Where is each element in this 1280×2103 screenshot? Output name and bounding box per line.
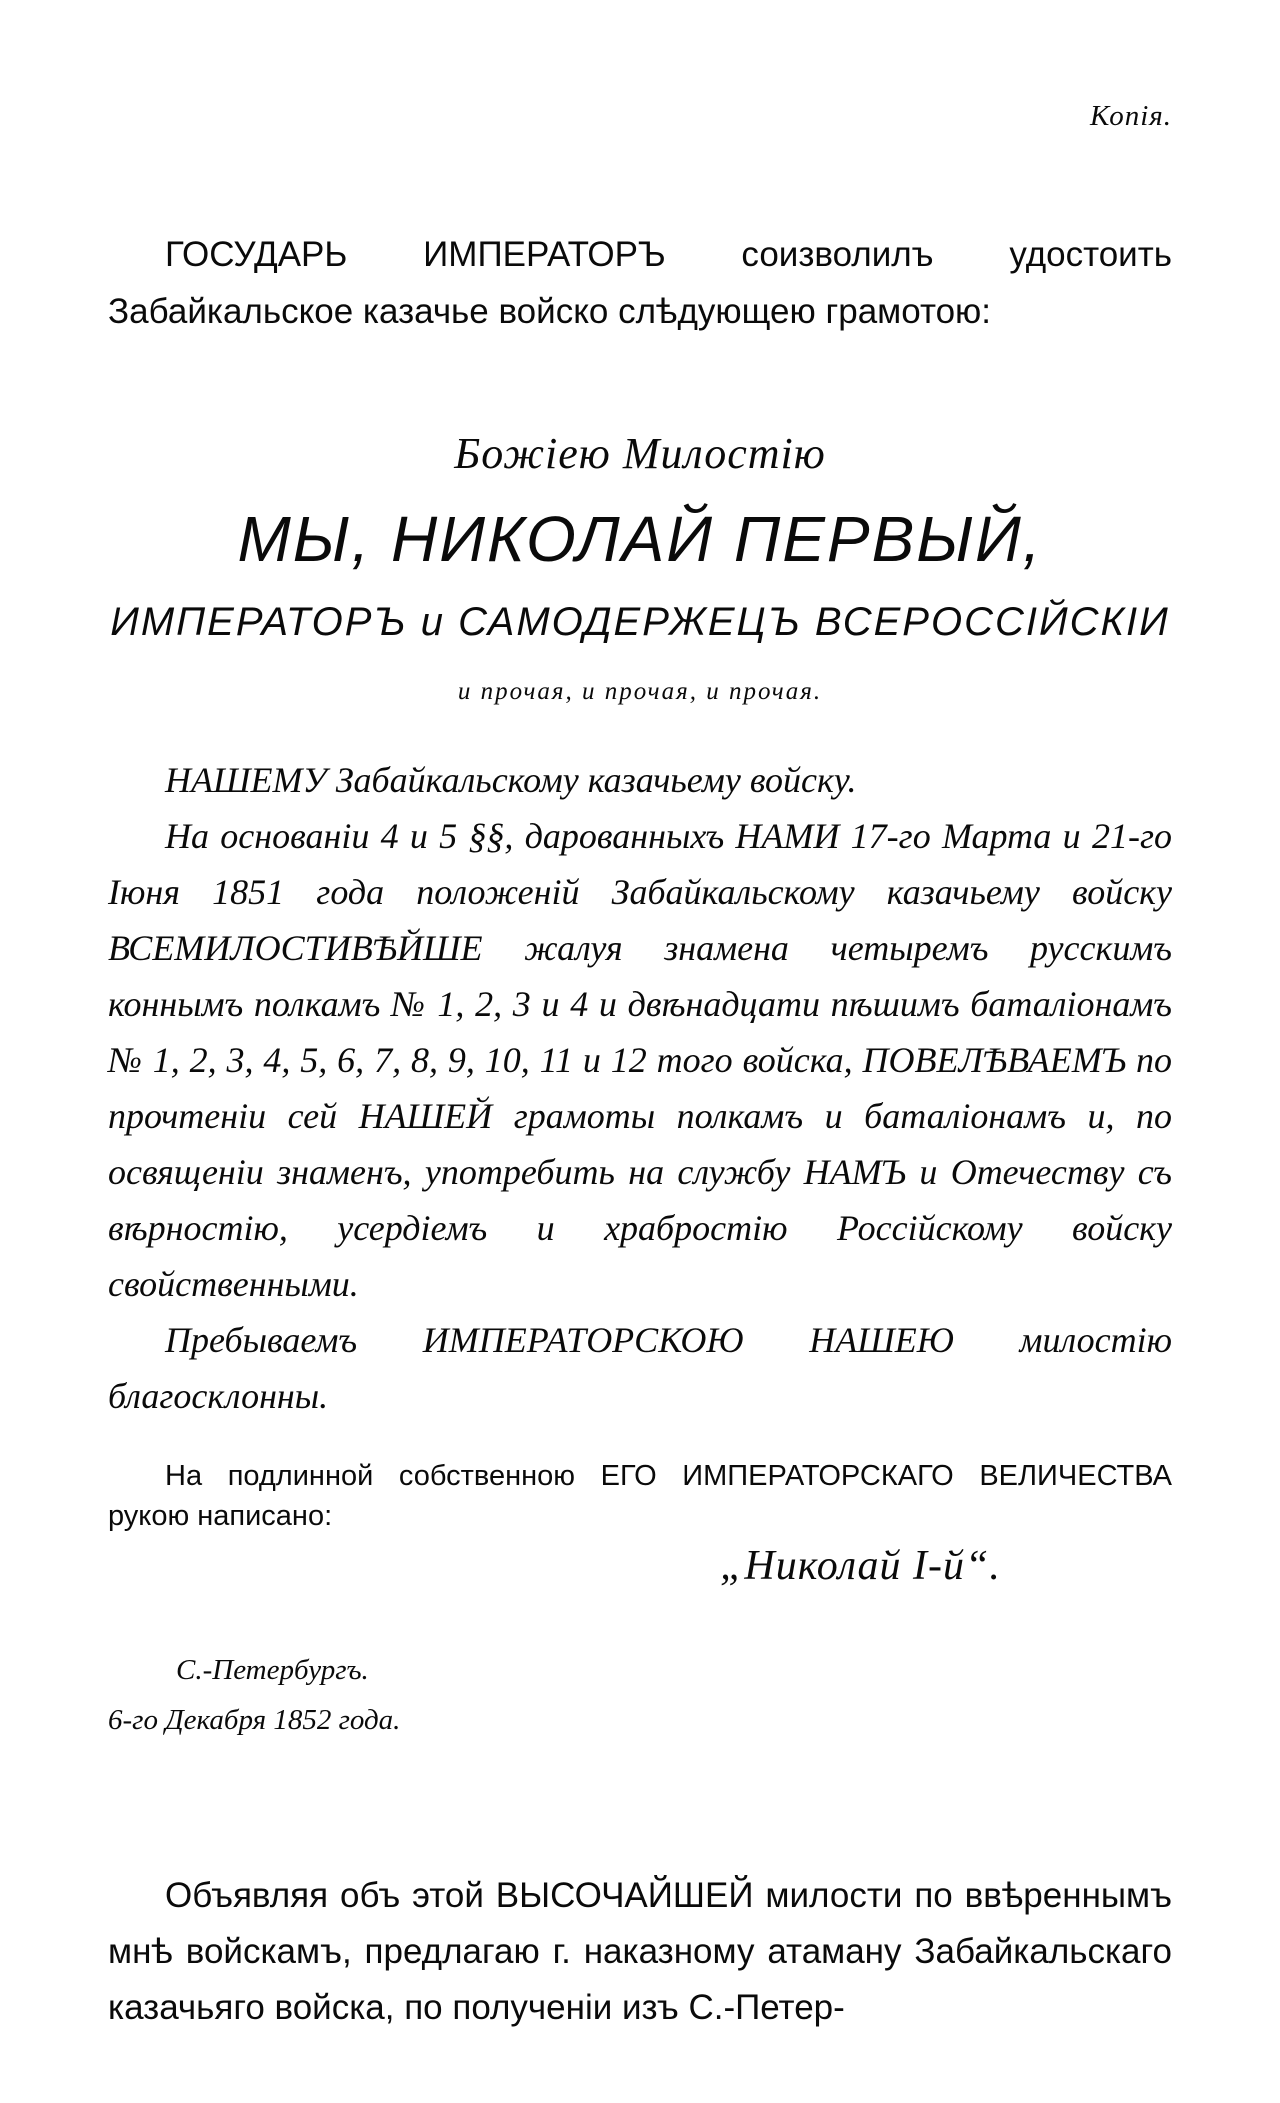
- closing-paragraph: Объявляя объ этой ВЫСОЧАЙШЕЙ милости по ввѣреннымъ мнѣ войскамъ, предлагаю г. наказному атаману Забайкальскаго казачьяго войска, по полученіи изъ С.-Петер-: [108, 1876, 1172, 2027]
- emperor-name-heading: МЫ, НИКОЛАЙ ПЕРВЫЙ,: [237, 503, 1043, 575]
- intro-paragraph: ГОСУДАРЬ ИМПЕРАТОРЪ соизволилъ удостоить Забайкальское казачье войско слѣдующею грамотою:: [108, 235, 1172, 331]
- by-grace-heading: Божіею Милостію: [454, 429, 826, 478]
- charter-body: На основаніи 4 и 5 §§, дарованныхъ НАМИ 17-го Марта и 21-го Іюня 1851 года положеній Забайкальскому казачьему войску ВСЕМИЛОСТИВѢЙШЕ жалуя знамена четыремъ русскимъ коннымъ полкамъ № 1, 2, 3 и 4 и двѣнадцати пѣшимъ баталіонамъ № 1, 2, 3, 4, 5, 6, 7, 8, 9, 10, 11 и 12 того войска, ПОВЕЛѢВАЕМЪ по прочтеніи сей НАШЕЙ грамоты полкамъ и баталіонамъ и, по освященіи знаменъ, употребить на службу НАМЪ и Отечеству съ вѣрностію, усердіемъ и храбростію Россійскому войску свойственными.: [108, 816, 1172, 1304]
- attestation-note: На подлинной собственною ЕГО ИМПЕРАТОРСКАГО ВЕЛИЧЕСТВА рукою написано:: [108, 1460, 1172, 1532]
- charter-closing: Пребываемъ ИМПЕРАТОРСКОЮ НАШЕЮ милостію благосклонны.: [108, 1320, 1172, 1416]
- charter-text: [108, 752, 1172, 1424]
- place-line: С.-Петербургъ.: [176, 1654, 369, 1686]
- signature: „Николай I-й“.: [720, 1543, 1001, 1589]
- etc-line: и прочая, и прочая, и прочая.: [457, 678, 823, 705]
- date-line: 6-го Декабря 1852 года.: [108, 1704, 401, 1736]
- emperor-title-heading: ИМПЕРАТОРЪ и САМОДЕРЖЕЦЪ ВСЕРОССІЙСКІИ: [110, 600, 1170, 644]
- charter-address: НАШЕМУ Забайкальскому казачьему войску.: [165, 760, 857, 800]
- copy-mark: Копія.: [1090, 100, 1172, 132]
